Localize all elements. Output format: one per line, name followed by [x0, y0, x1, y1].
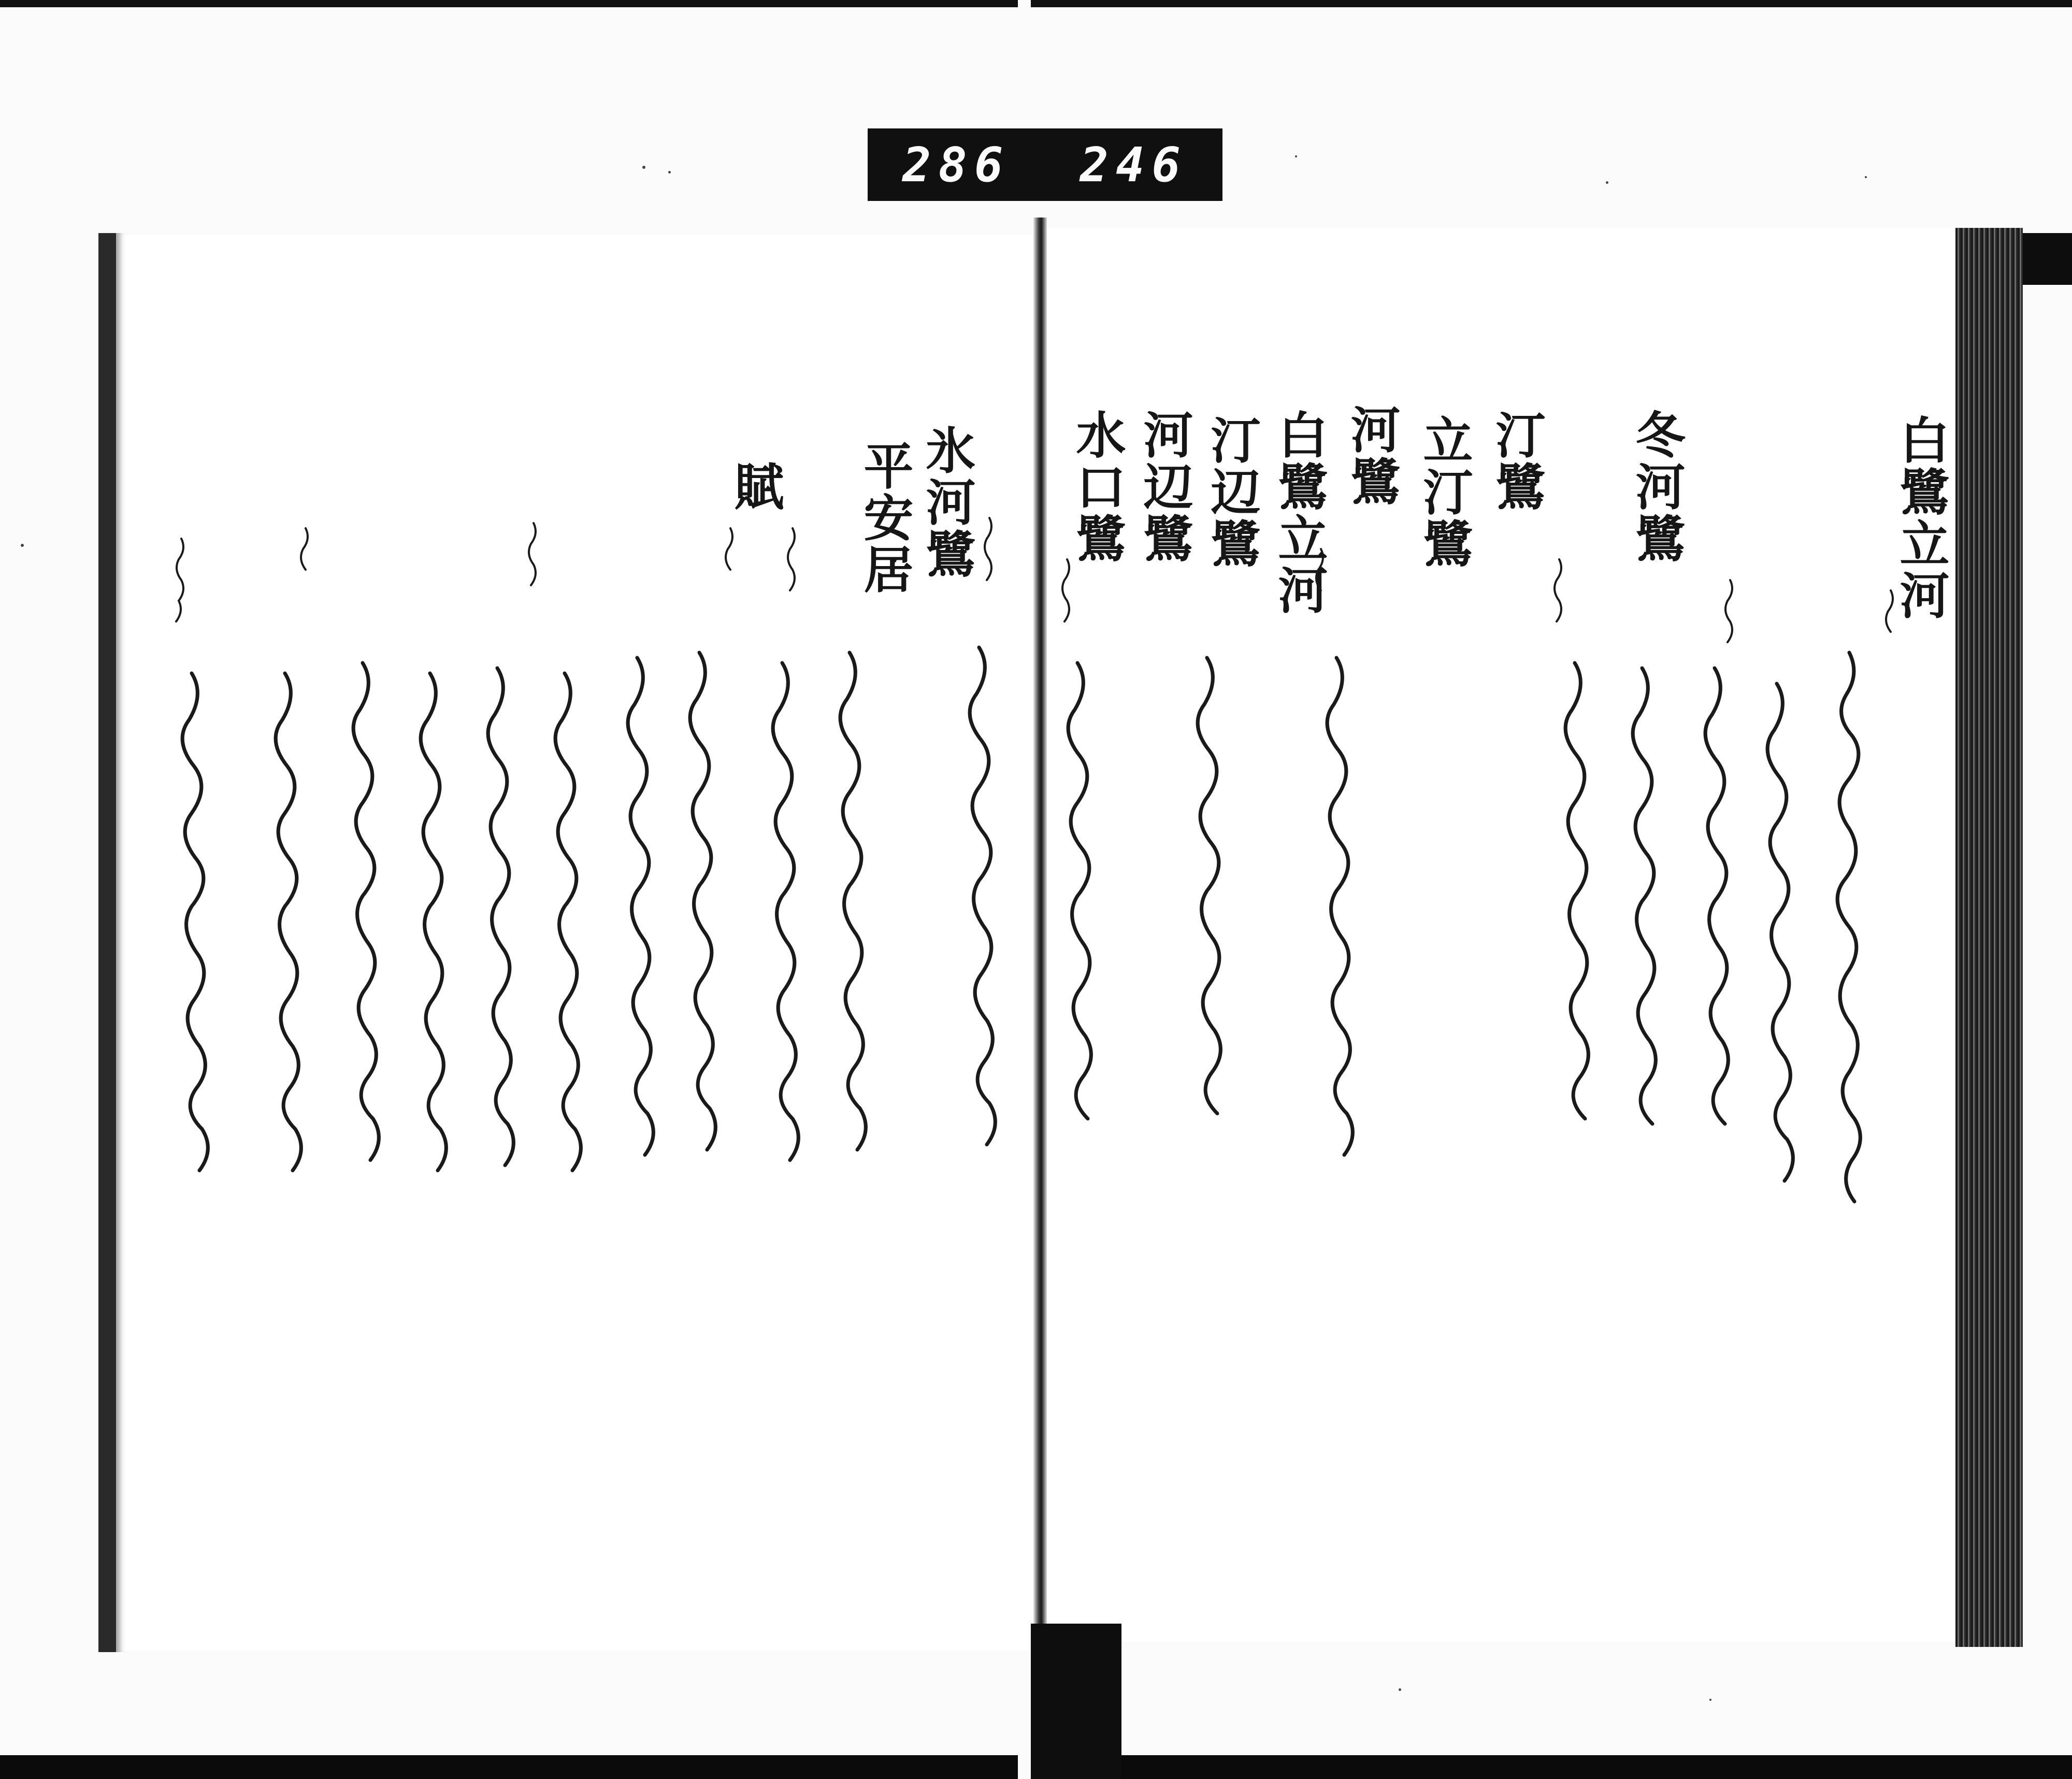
poem-line-l10: [276, 673, 301, 1170]
heading-5: 河鷺: [1343, 404, 1401, 508]
heading-12: 賦: [726, 461, 785, 513]
poem-line-r4: [1633, 668, 1656, 1124]
heading-11: 平安居: [856, 440, 914, 596]
frame-number-left: 286: [902, 137, 1011, 193]
poem-line-l1: [970, 647, 995, 1145]
scan-corner-dark: [2023, 233, 2072, 285]
heading-6: 白鷺立河: [1270, 409, 1329, 616]
poem-line-l5: [628, 658, 653, 1155]
scan-speck: [668, 171, 671, 173]
page-block-edge: [1955, 228, 2023, 1647]
author-mark-r2: [1725, 580, 1732, 642]
scan-speck: [1865, 176, 1867, 178]
frame-number-label: [868, 128, 1222, 201]
poem-line-l9: [353, 663, 379, 1160]
heading-1: 白鷺立河: [1892, 414, 1950, 621]
scan-speck: [1295, 155, 1297, 157]
scan-bottom-edge-right: [1121, 1755, 2072, 1779]
scan-speck: [642, 166, 645, 169]
author-mark-l2: [788, 528, 795, 590]
poem-line-l3: [773, 663, 798, 1160]
heading-7: 汀辺鷺: [1203, 414, 1261, 570]
scan-speck: [1606, 181, 1608, 184]
author-mark-r3: [1555, 559, 1561, 621]
poem-line-r3: [1705, 668, 1728, 1124]
scan-speck: [1709, 1699, 1711, 1701]
poem-line-l8: [421, 673, 446, 1170]
scan-bottom-block: [1031, 1624, 1121, 1779]
frame-number-right: 246: [1080, 137, 1188, 193]
heading-8: 河辺鷺: [1135, 409, 1194, 565]
scan-speck: [1399, 1688, 1401, 1691]
author-mark-r1: [1886, 590, 1893, 632]
scan-top-edge-left: [0, 0, 1018, 7]
poem-line-r1: [1837, 653, 1860, 1202]
poem-line-l11: [182, 673, 208, 1170]
book-gutter: [1033, 218, 1047, 1662]
poem-line-l2: [840, 653, 866, 1150]
scan-top-edge-right: [1031, 0, 2072, 7]
author-mark-l3: [726, 528, 732, 570]
heading-9: 水口鷺: [1068, 409, 1127, 565]
author-mark-l1: [985, 518, 991, 580]
poem-line-r7: [1198, 658, 1220, 1113]
poem-line-r5: [1565, 663, 1588, 1119]
scan-speck: [21, 544, 24, 547]
left-page-cursive-text: [104, 228, 1031, 1657]
heading-4: 立汀鷺: [1415, 414, 1474, 570]
author-mark-l4: [529, 523, 536, 585]
scan-bottom-edge-left: [0, 1755, 1018, 1779]
poem-line-l4: [690, 653, 715, 1150]
poem-line-r6: [1327, 658, 1352, 1155]
poem-line-l6: [555, 673, 581, 1170]
heading-10: 氷河鷺: [918, 425, 976, 580]
author-mark-l5: [301, 528, 308, 570]
right-page-cursive-text: [1046, 228, 1958, 1647]
heading-2: 冬河鷺: [1628, 409, 1686, 565]
poem-line-r2: [1767, 684, 1793, 1181]
heading-3: 汀鷺: [1488, 409, 1546, 513]
author-mark-r4: [1316, 549, 1323, 590]
poem-line-r8: [1068, 663, 1091, 1119]
author-mark-r5: [1062, 559, 1069, 621]
poem-line-l7: [488, 668, 513, 1165]
author-mark-l6: [176, 539, 183, 621]
